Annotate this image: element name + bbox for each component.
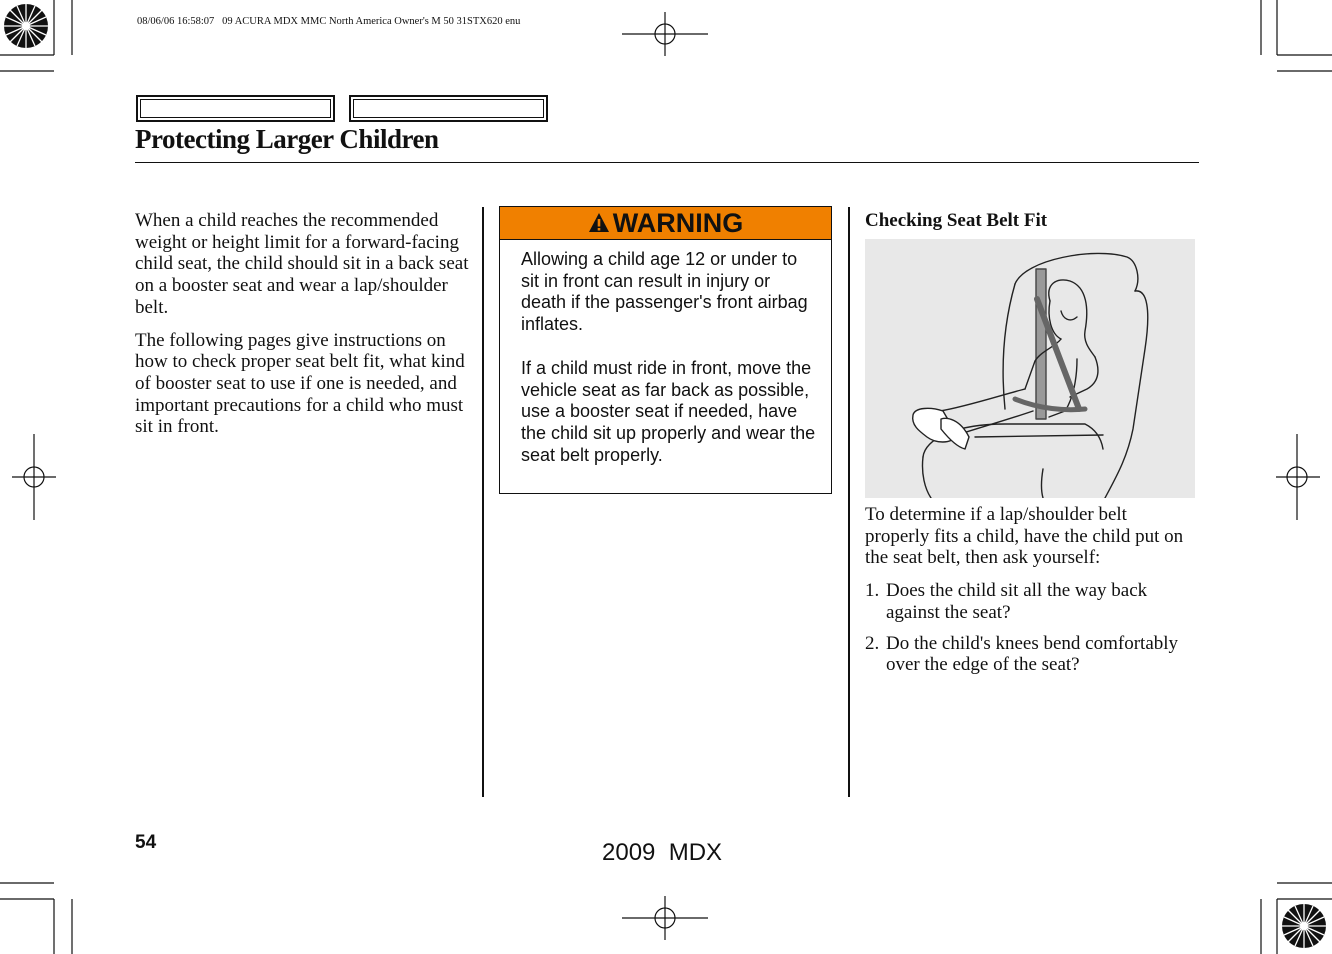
child-in-seat-belt-illustration [865, 239, 1195, 498]
list-number: 2. [865, 632, 880, 654]
warning-triangle-icon [588, 212, 610, 234]
warning-heading: WARNING [612, 207, 744, 238]
list-number: 1. [865, 580, 880, 602]
warning-box [499, 206, 832, 494]
list-item [865, 633, 1195, 676]
seat-illustration-icon [865, 239, 1195, 498]
footer-model: 2009 MDX [602, 839, 723, 866]
paragraph: To determine if a lap/shoulder belt properly fits a child, have the child put on the seat belt, then ask yourself: [865, 504, 1184, 569]
left-column [135, 210, 470, 449]
right-column [865, 504, 1195, 685]
section-subheading: Checking Seat Belt Fit [865, 210, 1048, 231]
print-slug: 08/06/06 16:58:07 09 ACURA MDX MMC North America Owner's M 50 31STX620 enu [137, 16, 521, 27]
warning-header [500, 207, 831, 240]
list-text: Does the child sit all the way back against the seat? [886, 580, 1148, 623]
list-item [865, 580, 1195, 623]
header-tab-box [349, 95, 548, 122]
list-text: Do the child's knees bend comfortably over the edge of the seat? [886, 632, 1179, 676]
paragraph: The following pages give instructions on how to check proper seat belt fit, what kind of booster seat to use if one is needed, and important precautions for a child who must sit in front. [135, 329, 465, 438]
warning-paragraph: Allowing a child age 12 or under to sit in front can result in injury or death if the passenger's front airbag inflates. [521, 249, 808, 335]
column-divider [848, 207, 850, 797]
warning-body [500, 240, 831, 466]
header-tab-box [136, 95, 335, 122]
paragraph: When a child reaches the recommended weight or height limit for a forward-facing child seat, the child should sit in a back seat on a booster seat and wear a lap/shoulder belt. [135, 210, 469, 318]
warning-paragraph: If a child must ride in front, move the vehicle seat as far back as possible, use a booster seat if needed, have the child sit up properly and wear the seat belt properly. [521, 357, 816, 465]
title-rule [135, 162, 1199, 163]
page-number: 54 [135, 832, 157, 853]
page-title: Protecting Larger Children [135, 124, 439, 154]
column-divider [482, 207, 484, 797]
